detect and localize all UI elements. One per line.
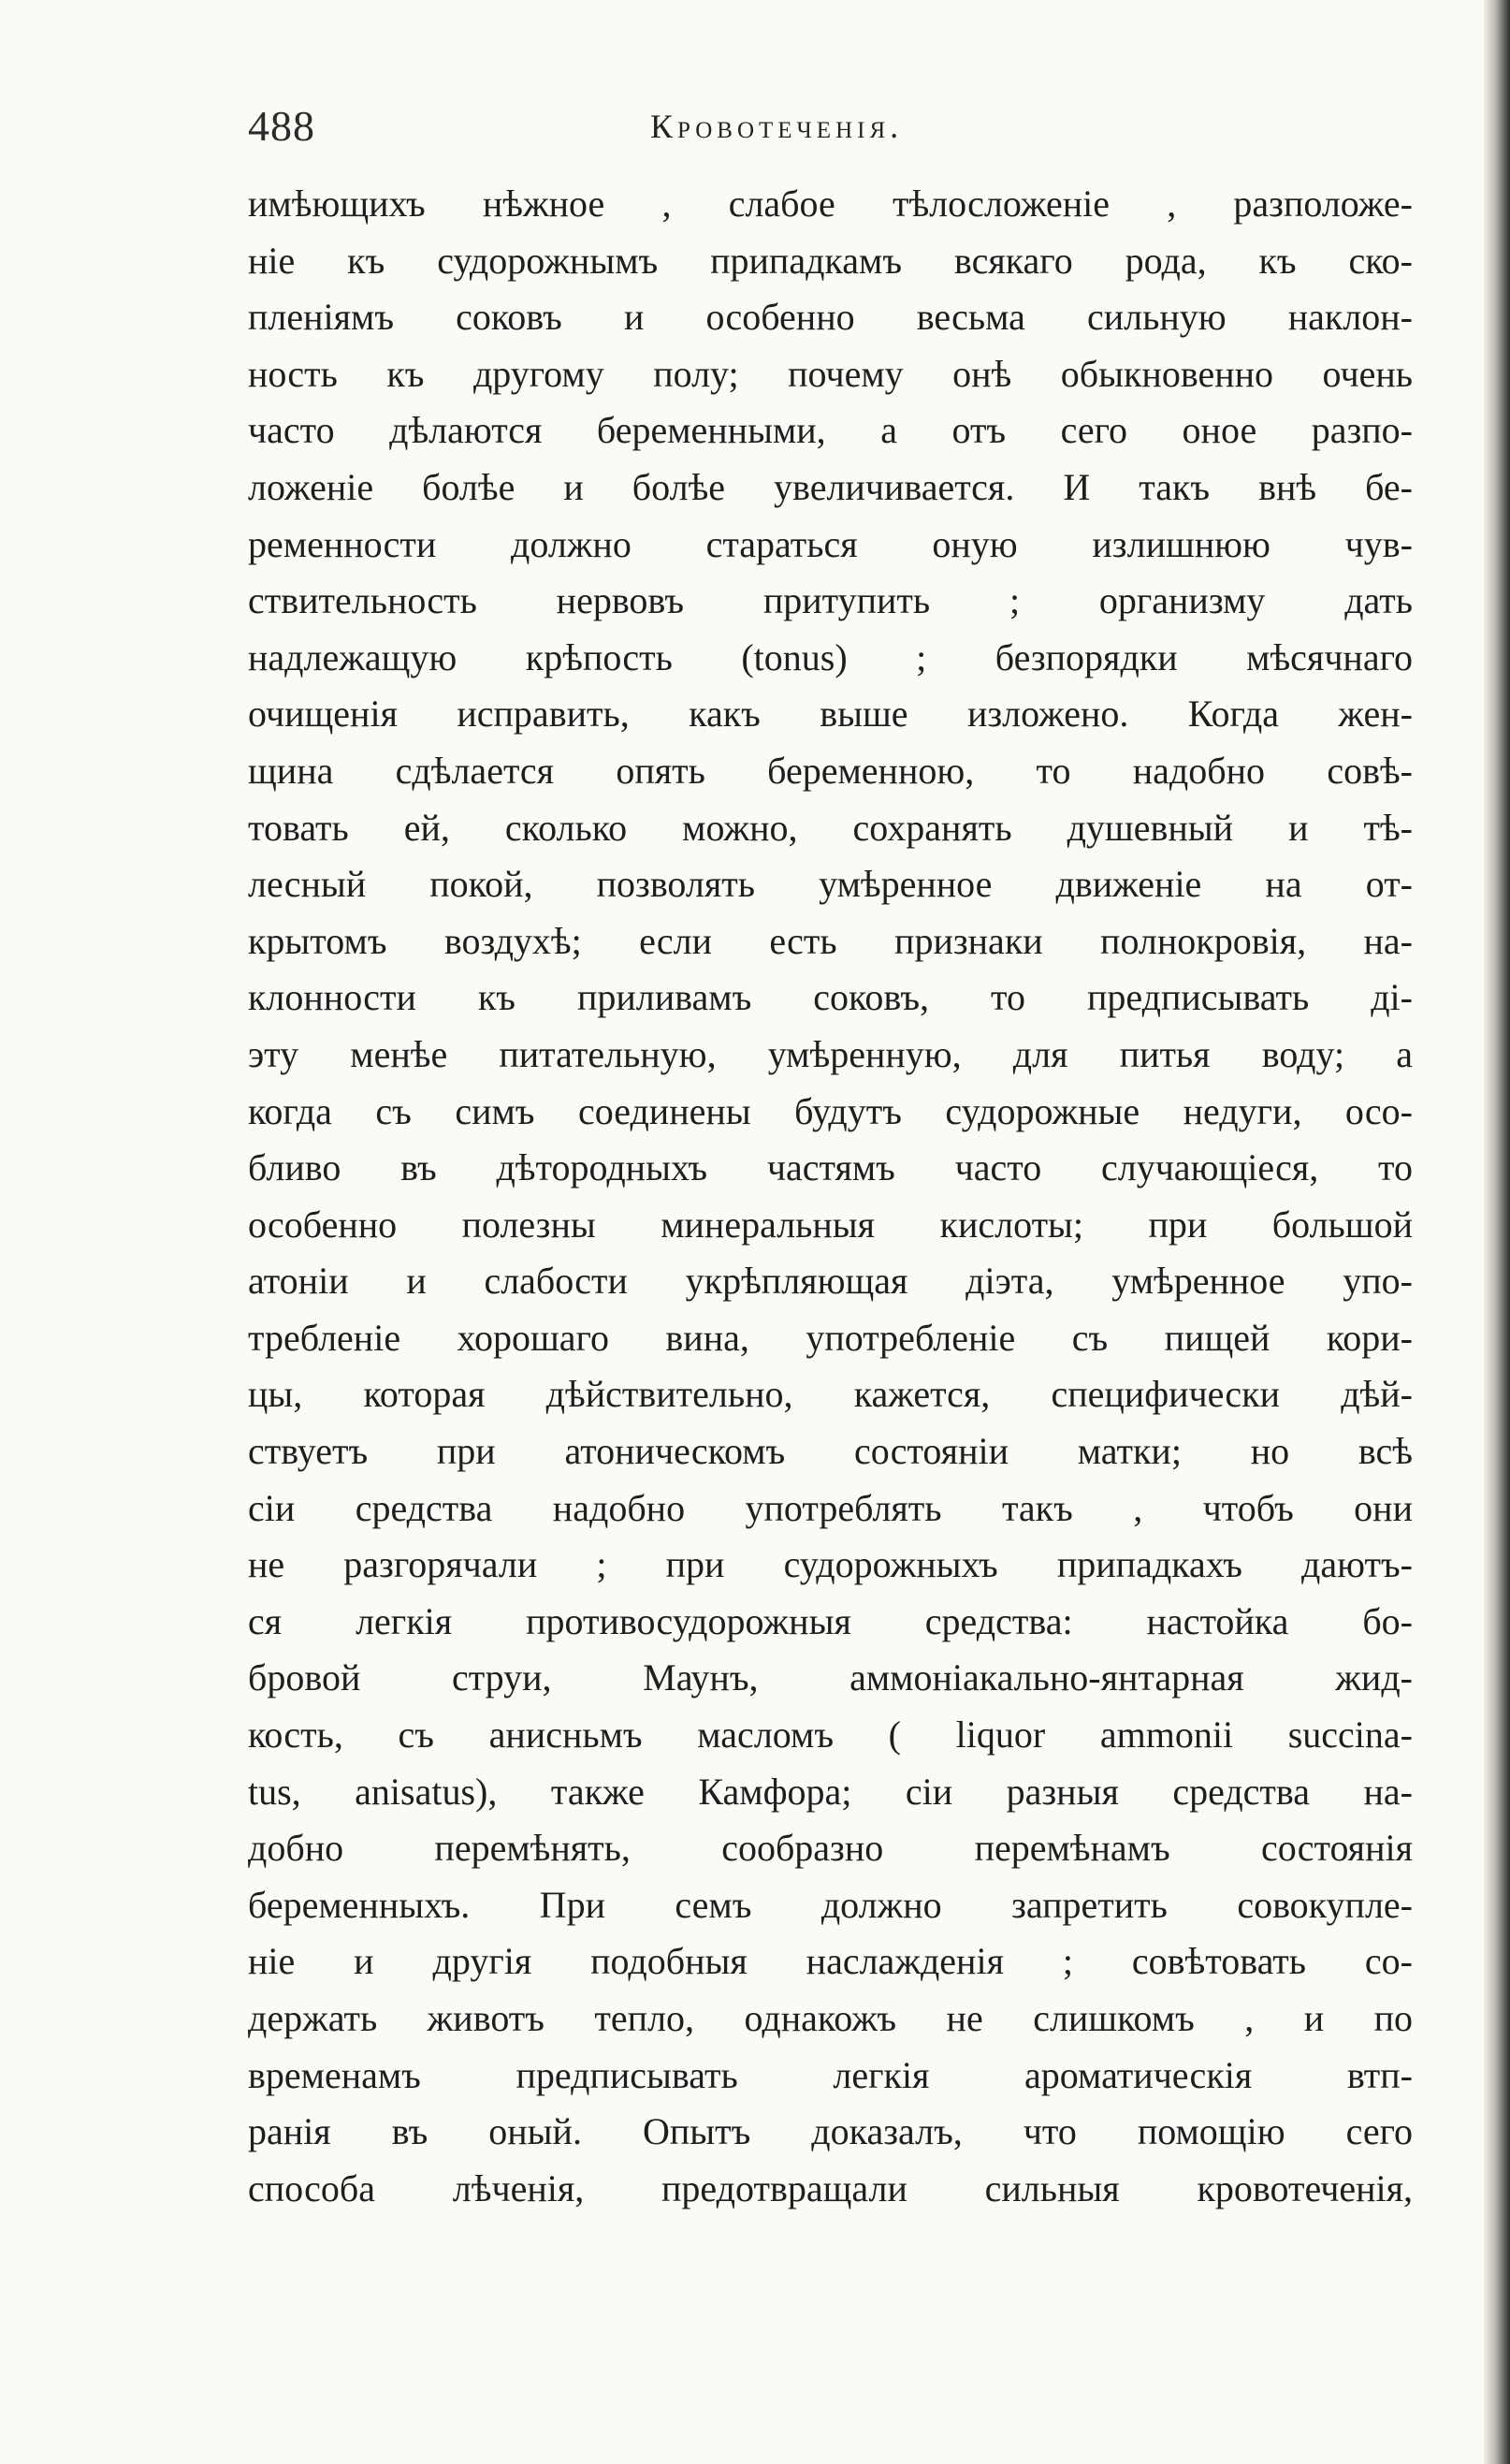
text-line: цы, которая дѣйствительно, кажется, специфически дѣй- bbox=[248, 1373, 1413, 1416]
text-line: держать животъ тепло, однакожъ не слишкомъ , и по bbox=[248, 1997, 1413, 2039]
running-title: Кровотеченія. bbox=[650, 108, 904, 145]
text-line: лесный покой, позволять умѣренное движеніе на от- bbox=[248, 863, 1413, 906]
text-line: ствуетъ при атоническомъ состояніи матки; но всѣ bbox=[248, 1430, 1413, 1473]
text-line: атоніи и слабости укрѣпляющая діэта, умѣренное упо- bbox=[248, 1260, 1413, 1303]
text-line: добно перемѣнять, сообразно перемѣнамъ состоянія bbox=[248, 1827, 1413, 1870]
text-line: ся легкія противосудорожныя средства: настойка бо- bbox=[248, 1599, 1413, 1642]
text-line: пленіямъ соковъ и особенно весьма сильную наклон- bbox=[248, 296, 1413, 339]
text-line: сіи средства надобно употреблять такъ , чтобъ они bbox=[248, 1486, 1413, 1529]
text-line: щина сдѣлается опять беременною, то надобно совѣ- bbox=[248, 749, 1413, 792]
text-line: ствительность нервовъ притупить ; организму дать bbox=[248, 579, 1413, 622]
text-line: особенно полезны минеральныя кислоты; при большой bbox=[248, 1203, 1413, 1246]
text-line: ложеніе болѣе и болѣе увеличивается. И такъ внѣ бе- bbox=[248, 465, 1413, 508]
text-line: ность къ другому полу; почему онѣ обыкновенно очень bbox=[248, 352, 1413, 395]
text-line: клонности къ приливамъ соковъ, то предписывать ді- bbox=[248, 976, 1413, 1019]
text-line: временамъ предписывать легкія ароматическія втп- bbox=[248, 2053, 1413, 2096]
text-line: ременности должно стараться оную излишнюю чув- bbox=[248, 522, 1413, 565]
text-line: бровой струи, Маунъ, аммоніакально-янтарная жид- bbox=[248, 1656, 1413, 1699]
text-line: крытомъ воздухѣ; если есть признаки полнокровія, на- bbox=[248, 919, 1413, 962]
text-line: эту менѣе питательную, умѣренную, для питья воду; а bbox=[248, 1032, 1413, 1075]
text-line: ранія въ оный. Опытъ доказалъ, что помощію сего bbox=[248, 2110, 1413, 2153]
text-line: способа лѣченія, предотвращали сильныя кровотеченія, bbox=[248, 2166, 1413, 2209]
text-line: часто дѣлаются беременными, а отъ сего оное разпо- bbox=[248, 409, 1413, 452]
text-line: имѣющихъ нѣжное , слабое тѣлосложеніе , разположе- bbox=[248, 182, 1413, 225]
text-line: беременныхъ. При семъ должно запретить совокупле- bbox=[248, 1883, 1413, 1926]
page-gutter-shadow bbox=[1484, 0, 1510, 2464]
text-line: надлежащую крѣпость (tonus) ; безпорядки мѣсячнаго bbox=[248, 635, 1413, 678]
text-line: товать ей, сколько можно, сохранять душевный и тѣ- bbox=[248, 806, 1413, 849]
text-line: очищенія исправить, какъ выше изложено. Когда жен- bbox=[248, 693, 1413, 736]
text-line: tus, anisatus), также Камфора; сіи разныя средства на- bbox=[248, 1770, 1413, 1813]
text-line: когда съ симъ соединены будутъ судорожные недуги, осо- bbox=[248, 1089, 1413, 1132]
page-number: 488 bbox=[248, 102, 315, 150]
text-line: не разгорячали ; при судорожныхъ припадкахъ даютъ- bbox=[248, 1543, 1413, 1586]
text-line: требленіе хорошаго вина, употребленіе съ пищей кори- bbox=[248, 1316, 1413, 1359]
body-text bbox=[248, 176, 1413, 2217]
text-line: кость, съ анисньмъ масломъ ( liquor ammonii succina- bbox=[248, 1713, 1413, 1757]
text-line: ніе и другія подобныя наслажденія ; совѣтовать со- bbox=[248, 1940, 1413, 1983]
page-header bbox=[248, 101, 1417, 167]
text-line: бливо въ дѣтородныхъ частямъ часто случающіеся, то bbox=[248, 1146, 1413, 1189]
text-line: ніе къ судорожнымъ припадкамъ всякаго рода, къ ско- bbox=[248, 239, 1413, 282]
